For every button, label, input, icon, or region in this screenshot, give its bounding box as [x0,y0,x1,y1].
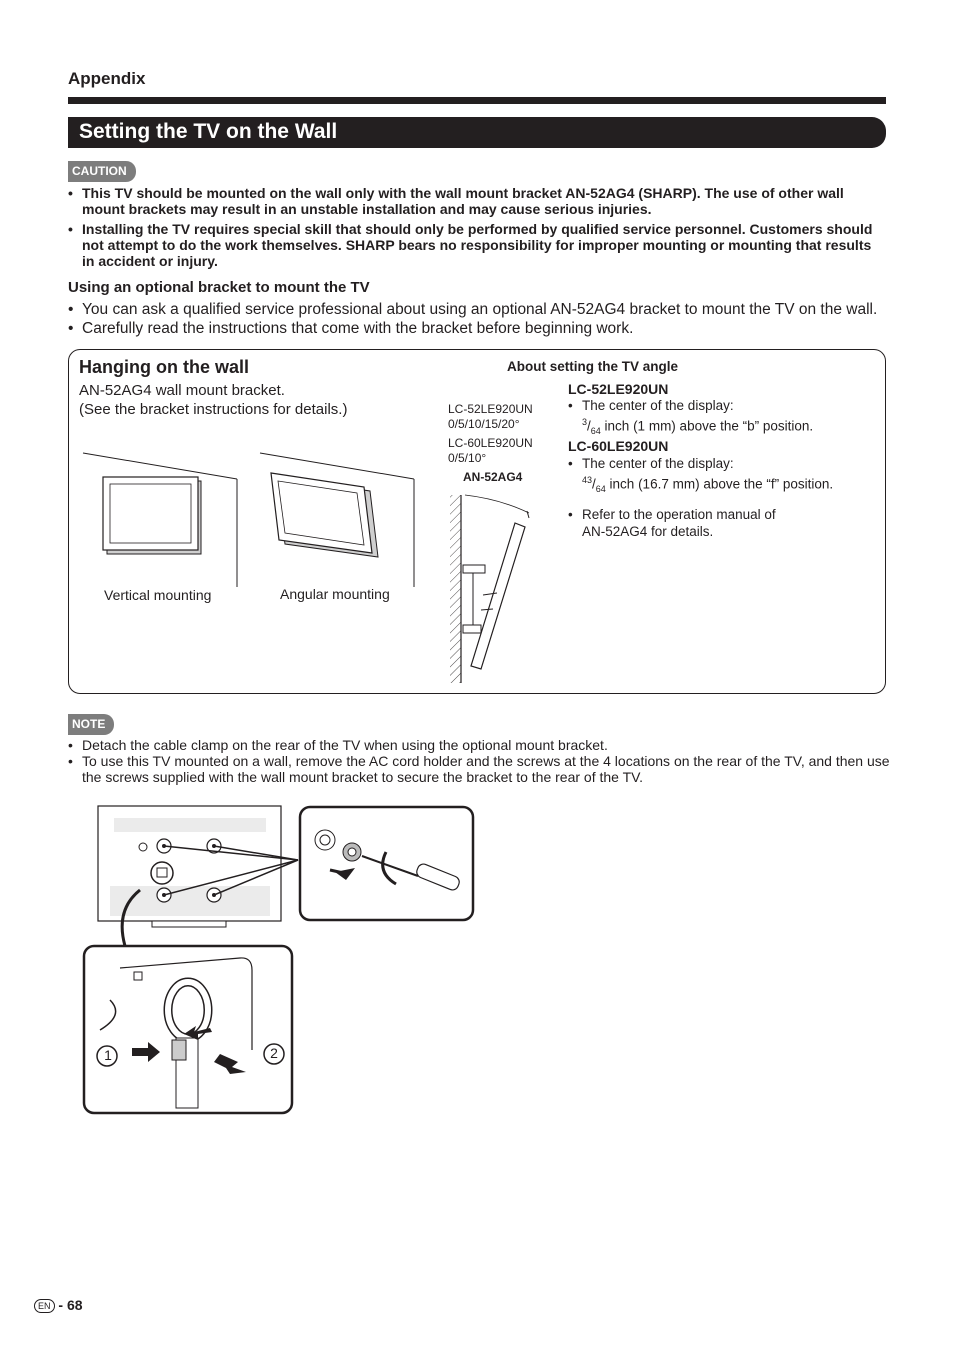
bracket-label: AN-52AG4 [463,470,523,484]
page-footer [34,1297,83,1313]
spec2-rest: inch (16.7 mm) above the “f” position. [605,476,834,492]
refer-line: AN-52AG4 for details. [582,524,714,540]
spec1-list [568,397,868,440]
note-list [68,737,898,785]
tv-rear-panel [98,806,298,946]
vertical-mounting-illustration [83,453,237,587]
angular-mounting-illustration [260,453,414,587]
note-badge: NOTE [68,714,114,735]
page-title: Setting the TV on the Wall [79,120,338,143]
hanging-desc-line: (See the bracket instructions for details.) [79,401,348,418]
spec2-list [568,455,868,540]
hanging-description [79,381,347,419]
spec2-model: LC-60LE920UN [568,438,669,454]
spec1-model: LC-52LE920UN [568,381,669,397]
caution-item: • Installing the TV requires special skill that should only be performed by qualified service personnel. Customers should not attempt to do the work themselves. SHARP bears no responsibility for improper mounting or mounting that results in accident or injury. [68,221,886,269]
title-bar [68,117,886,148]
caution-list [68,185,886,273]
spec1-fraction-den: 64 [590,426,601,437]
section-rule [68,97,886,104]
spec1-rest: inch (1 mm) above the “b” position. [600,418,814,434]
caption-angular-mounting: Angular mounting [280,586,390,602]
step-2-label: 2 [270,1045,278,1061]
language-badge: EN [34,1299,55,1313]
model2-angle-label [448,436,533,466]
optional-bracket-heading: Using an optional bracket to mount the TV [68,279,370,296]
hanging-desc-line: AN-52AG4 wall mount bracket. [79,382,285,399]
spec1-line: The center of the display: [582,398,734,413]
refer-item [568,506,868,540]
model1-angle-label [448,402,533,432]
mounting-illustration [80,445,420,595]
step-1-label: 1 [104,1047,112,1063]
caution-item: • This TV should be mounted on the wall only with the wall mount bracket AN-52AG4 (SHARP). The use of other wall mount brackets may result in an unstable installation and may cause serious injuries. [68,185,886,217]
spec2-fraction-num: 43 [582,475,593,485]
footer-separator: - [58,1297,67,1313]
angle-title: About setting the TV angle [507,359,678,374]
hanging-title: Hanging on the wall [79,357,249,377]
spec2-line: The center of the display: [582,456,734,471]
note-item: • Detach the cable clamp on the rear of the TV when using the optional mount bracket. [68,737,898,753]
cable-clamp-inset [84,946,292,1113]
optional-item: • Carefully read the instructions that come with the bracket before beginning work. [68,319,898,338]
model2-angles: 0/5/10° [448,451,487,465]
model2-name: LC-60LE920UN [448,436,533,450]
page-number: 68 [66,1297,83,1313]
spec2-item: • The center of the display: $^{43}/_{64}$ inch (16.7 mm) above the “f” position. [568,455,868,498]
note-item: • To use this TV mounted on a wall, remove the AC cord holder and the screws at the 4 locations on the rear of the TV, and then use the screws supplied with the wall mount bracket to secure the bracket to the rear of the TV. [68,753,898,785]
model1-angles: 0/5/10/15/20° [448,417,520,431]
caution-badge: CAUTION [68,161,136,182]
model1-name: LC-52LE920UN [448,402,533,416]
spec1-item: • The center of the display: $^3/_{64}$ inch (1 mm) above the “b” position. [568,397,868,440]
screw-removal-inset [300,807,473,920]
spec2-fraction-den: 64 [595,484,606,495]
optional-item: • You can ask a qualified service professional about using an optional AN-52AG4 bracket to mount the TV on the wall. [68,300,898,319]
caption-vertical-mounting: Vertical mounting [104,587,212,603]
rear-tv-illustration [80,800,480,1120]
refer-line: Refer to the operation manual of [582,507,776,523]
tilt-angle-diagram [445,485,545,685]
spec1-fraction-num: 3 [582,417,588,427]
optional-bracket-list [68,300,898,338]
section-heading: Appendix [68,69,146,88]
